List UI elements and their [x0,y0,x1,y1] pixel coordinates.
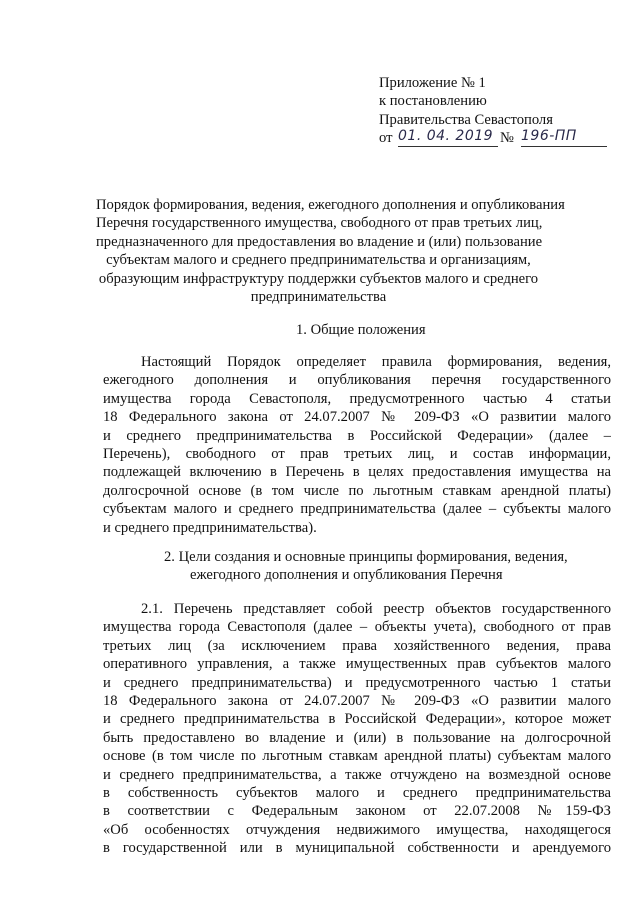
title-line: субъектам малого и среднего предпринимательства и организациям, [106,252,531,269]
from-label: от [379,130,393,147]
section-2-paragraph [103,600,611,857]
text-line: и среднего предпринимательства, а также отчуждено на возмездной основе [103,766,611,783]
section-2-heading [164,548,568,585]
title-line: Порядок формирования, ведения, ежегодного дополнения и опубликования [96,197,565,213]
section-1-heading: 1. Общие положения [296,322,426,338]
title-line: предназначенного для предоставления во владение и (или) пользование [96,233,543,250]
number-label: № [500,130,514,147]
text-line: «Об особенностях отчуждения недвижимого имущества, находящегося [103,821,611,838]
text-line: третьих лиц (за исключением права хозяйственного ведения, права [103,637,611,654]
text-line: в государственной или в муниципальной собственности и арендуемого [103,840,611,857]
text-line: субъектам малого и среднего предпринимательства (далее – субъекты малого [103,501,611,518]
text-line: долгосрочной основе (в том числе по льготным ставкам арендной платы) [103,482,611,499]
section-2-heading-line: 2. Цели создания и основные принципы формирования, ведения, [164,549,568,565]
text-line: имущества города Севастополя (далее – объекты учета), свободного от прав [103,619,611,636]
text-line: основе (в том числе по льготным ставкам арендной платы) субъектам малого [103,748,611,765]
text-line: и среднего предпринимательства) и предусмотренного частью 1 статьи [103,674,611,691]
section-2-heading-line: ежегодного дополнения и опубликования Перечня [190,567,503,584]
handwritten-date: 01. 04. 2019 [398,129,498,147]
appendix-date-number [379,128,577,149]
appendix-resolution-ref: к постановлению [379,93,487,110]
section-1-paragraph [103,353,611,537]
text-line: 18 Федерального закона от 24.07.2007 № 209-ФЗ «О развитии малого [103,692,611,709]
appendix-government: Правительства Севастополя [379,111,553,128]
text-line: в соответствии с Федеральным законом от 22.07.2008 №159-ФЗ [103,803,611,820]
handwritten-number: 196-ПП [521,129,607,147]
text-line: и среднего предпринимательства). [103,519,317,536]
text-line: и среднего предпринимательства в Российской Федерации», которое может [103,711,611,728]
text-line: Перечень), свободного от прав третьих лиц, и состав информации, [103,445,611,462]
text-line: в собственность субъектов малого и среднего предпринимательства [103,784,611,801]
text-line: имущества города Севастополя, предусмотренного частью 4 статьи [103,390,611,407]
title-line: Перечня государственного имущества, свободного от прав третьих лиц, [96,215,543,232]
document-title [96,196,565,306]
text-line: ежегодного дополнения и опубликования перечня государственного [103,372,611,389]
text-line: подлежащей включению в Перечень в целях предоставления имущества на [103,464,611,481]
text-line: 18 Федерального закона от 24.07.2007 № 209-ФЗ «О развитии малого [103,409,611,426]
text-line: оперативного управления, а также имущественных прав субъектов малого [103,656,611,673]
text-line: быть предоставлено во владение и (или) в пользование на долгосрочной [103,729,611,746]
appendix-title: Приложение № 1 [379,75,486,91]
text-line: Настоящий Порядок определяет правила формирования, ведения, [141,354,611,370]
text-line: 2.1. Перечень представляет собой реестр объектов государственного [141,601,611,617]
title-line: образующим инфраструктуру поддержки субъектов малого и среднего [98,270,539,287]
text-line: и среднего предпринимательства в Российской Федерации» (далее – [103,427,611,444]
title-line: предпринимательства [250,289,387,306]
appendix-block [379,74,577,149]
